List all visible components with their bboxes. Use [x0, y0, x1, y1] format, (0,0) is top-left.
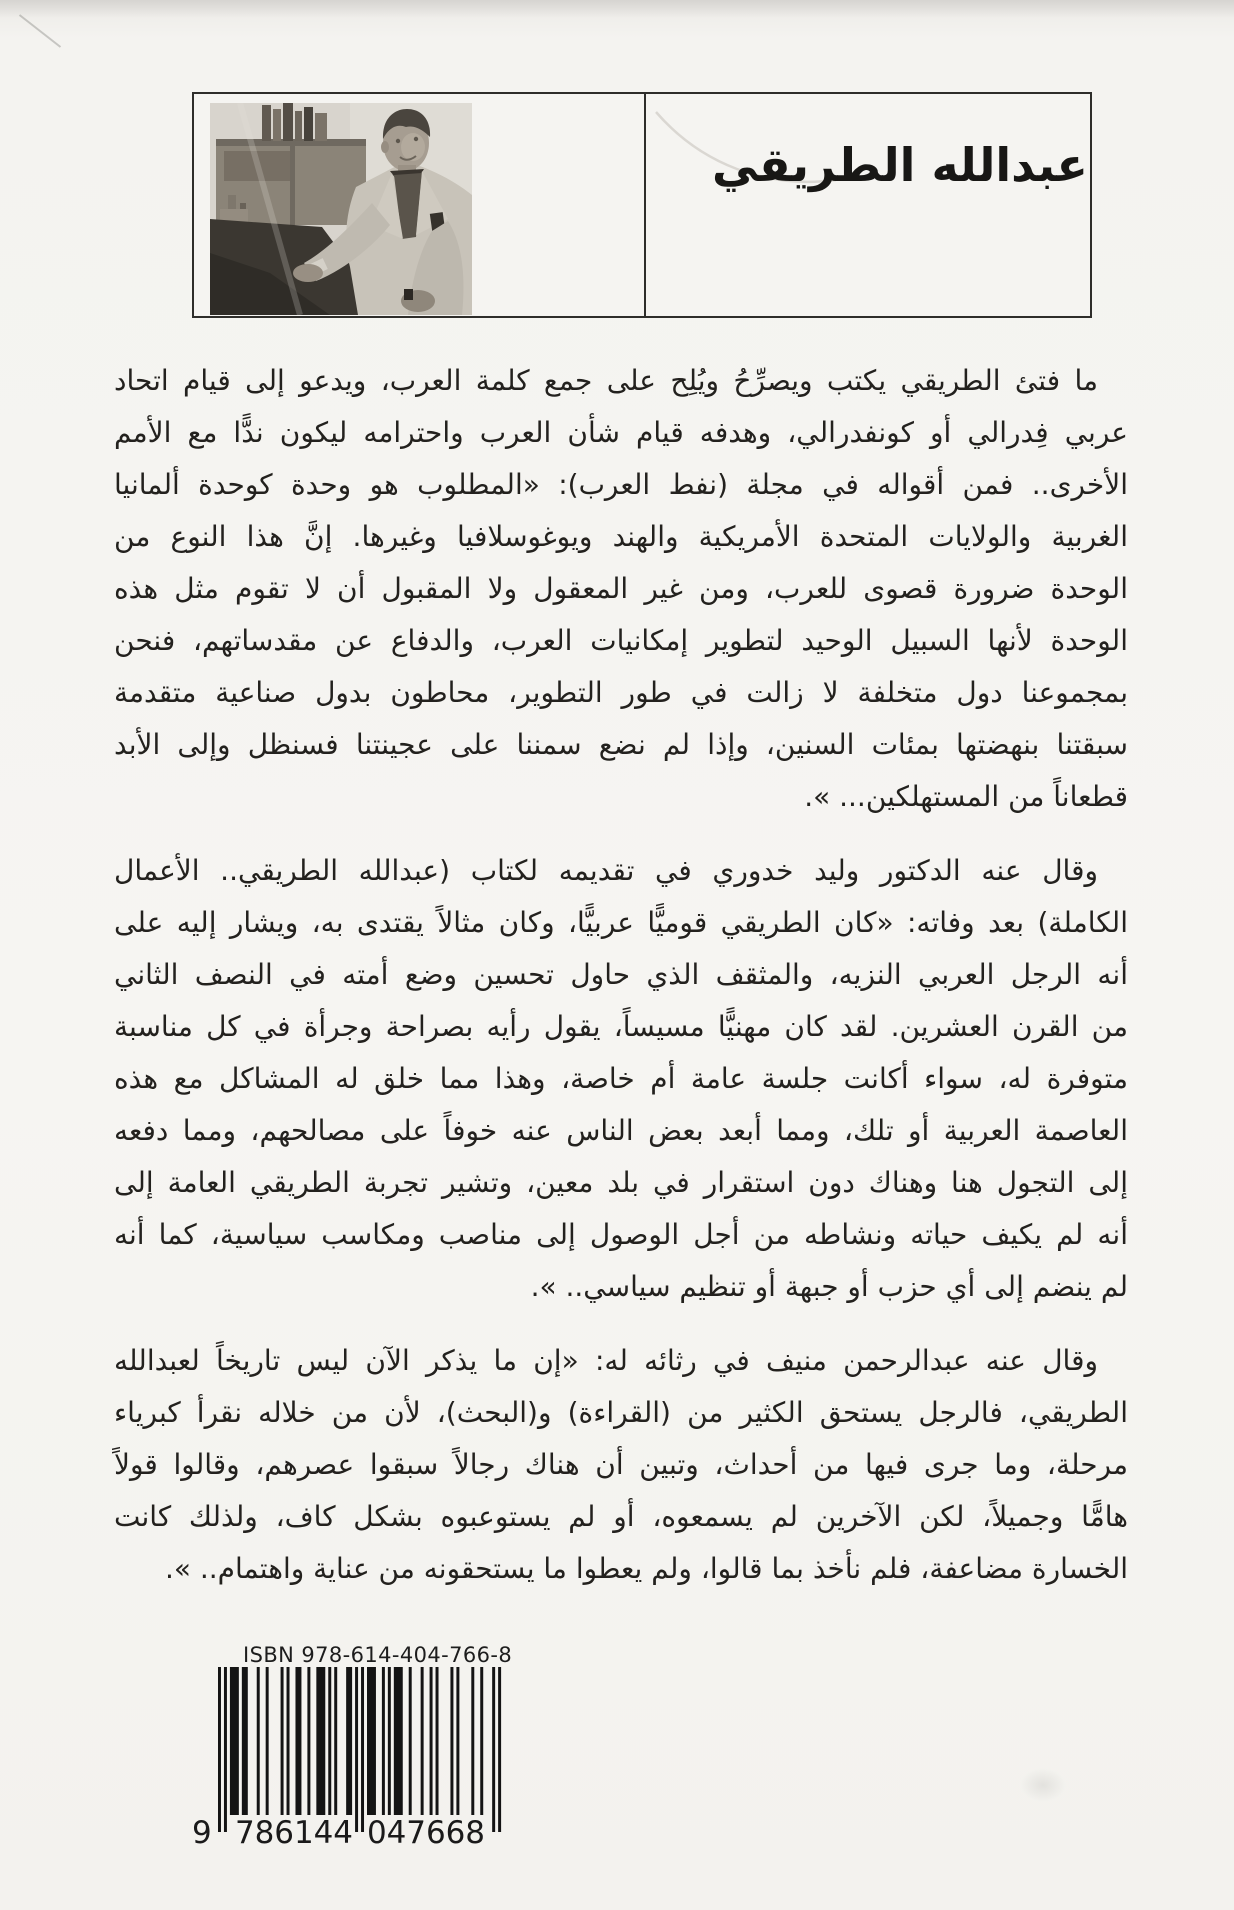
- author-header-box: [192, 92, 1092, 318]
- author-name-title: عبدالله الطريقي: [712, 138, 1088, 192]
- text-line: أنه لم يكيف حياته ونشاطه من أجل الوصول إلى مناصب ومكاسب سياسية، كما أنه: [114, 1218, 1128, 1251]
- paragraph: [114, 1335, 1128, 1595]
- barcode-digits: 786144: [235, 1815, 353, 1849]
- text-line: متوفرة له، سواء أكانت جلسة عامة أم خاصة، وهذا مما خلق له المشاكل مع هذه: [114, 1062, 1128, 1095]
- barcode-digits: 047668: [367, 1815, 485, 1849]
- text-line: من القرن العشرين. لقد كان مهنيًّا مسيساً، يقول رأيه بصراحة وجرأة في كل مناسبة: [114, 1010, 1128, 1043]
- text-line: بمجموعنا دول متخلفة لا زالت في طور التطوير، محاطون بدول صناعية متقدمة: [114, 676, 1128, 709]
- isbn-barcode: [186, 1667, 506, 1849]
- text-line: سبقتنا بنهضتها بمئات السنين، وإذا لم نضع سمننا على عجينتنا فسنظل وإلى الأبد: [114, 728, 1128, 761]
- text-line: أنه الرجل العربي النزيه، والمثقف الذي حاول تحسين وضع أمته في النصف الثاني: [114, 958, 1128, 991]
- paragraph: [114, 355, 1128, 823]
- text-line: إلى التجول هنا وهناك دون استقرار في بلد معين، وتشير تجربة الطريقي العامة إلى: [114, 1166, 1128, 1199]
- text-line: الخسارة مضاعفة، فلم نأخذ بما قالوا، ولم يعطوا ما يستحقونه من عناية واهتمام.. ».: [164, 1552, 1128, 1585]
- back-cover-text: [114, 355, 1128, 1595]
- text-line: الأخرى.. فمن أقواله في مجلة (نفط العرب): «المطلوب هو وحدة كوحدة ألمانيا: [114, 468, 1128, 501]
- text-line: وقال عنه عبدالرحمن منيف في رثائه له: «إن ما يذكر الآن ليس تاريخاً لعبدالله: [114, 1344, 1098, 1377]
- scan-artifact-smudge: [1020, 1768, 1066, 1802]
- barcode-digits: 9: [192, 1815, 212, 1849]
- isbn-label: ISBN 978-614-404-766-8: [243, 1643, 513, 1667]
- text-line: ما فتئ الطريقي يكتب ويصرِّحُ ويُلِح على جمع كلمة العرب، ويدعو إلى قيام اتحاد: [114, 364, 1098, 397]
- text-line: العاصمة العربية أو تلك، ومما أبعد بعض الناس عنه خوفاً على مصالحهم، ومما دفعه: [114, 1114, 1128, 1147]
- text-line: وقال عنه الدكتور وليد خدوري في تقديمه لكتاب (عبدالله الطريقي.. الأعمال: [114, 854, 1098, 887]
- title-cell: [646, 94, 1090, 316]
- paragraph: [114, 845, 1128, 1313]
- text-line: الغربية والولايات المتحدة الأمريكية والهند ويوغوسلافيا وغيرها. إنَّ هذا النوع من: [114, 520, 1128, 553]
- scan-artifact-scratch: [19, 14, 61, 48]
- author-photo: [210, 103, 472, 315]
- text-line: الوحدة لأنها السبيل الوحيد لتطوير إمكانيات العرب، والدفاع عن مقدساتهم، فنحن: [114, 624, 1128, 657]
- text-line: قطعاناً من المستهلكين... ».: [804, 780, 1128, 813]
- text-line: الطريقي، فالرجل يستحق الكثير من (القراءة) و(البحث)، لأن من خلاله نقرأ كبرياء: [114, 1396, 1128, 1429]
- text-line: لم ينضم إلى أي حزب أو جبهة أو تنظيم سياسي.. ».: [530, 1270, 1128, 1303]
- scan-artifact-top-band: [0, 0, 1234, 18]
- text-line: مرحلة، وما جرى فيها من أحداث، وتبين أن هناك رجالاً سبقوا عصرهم، وقالوا قولاً: [114, 1448, 1128, 1481]
- text-line: الكاملة) بعد وفاته: «كان الطريقي قوميًّا عربيًّا، وكان مثالاً يقتدى به، ويشار إليه على: [114, 906, 1128, 939]
- text-line: الوحدة ضرورة قصوى للعرب، ومن غير المعقول ولا المقبول أن لا تقوم مثل هذه: [114, 572, 1128, 605]
- text-line: عربي فِدرالي أو كونفدرالي، وهدفه قيام شأن العرب واحترامه ليكون ندًّا مع الأمم: [114, 416, 1128, 449]
- text-line: هامًّا وجميلاً، لكن الآخرين لم يسمعوه، أو لم يستوعبوه بشكل كاف، ولذلك كانت: [114, 1500, 1128, 1533]
